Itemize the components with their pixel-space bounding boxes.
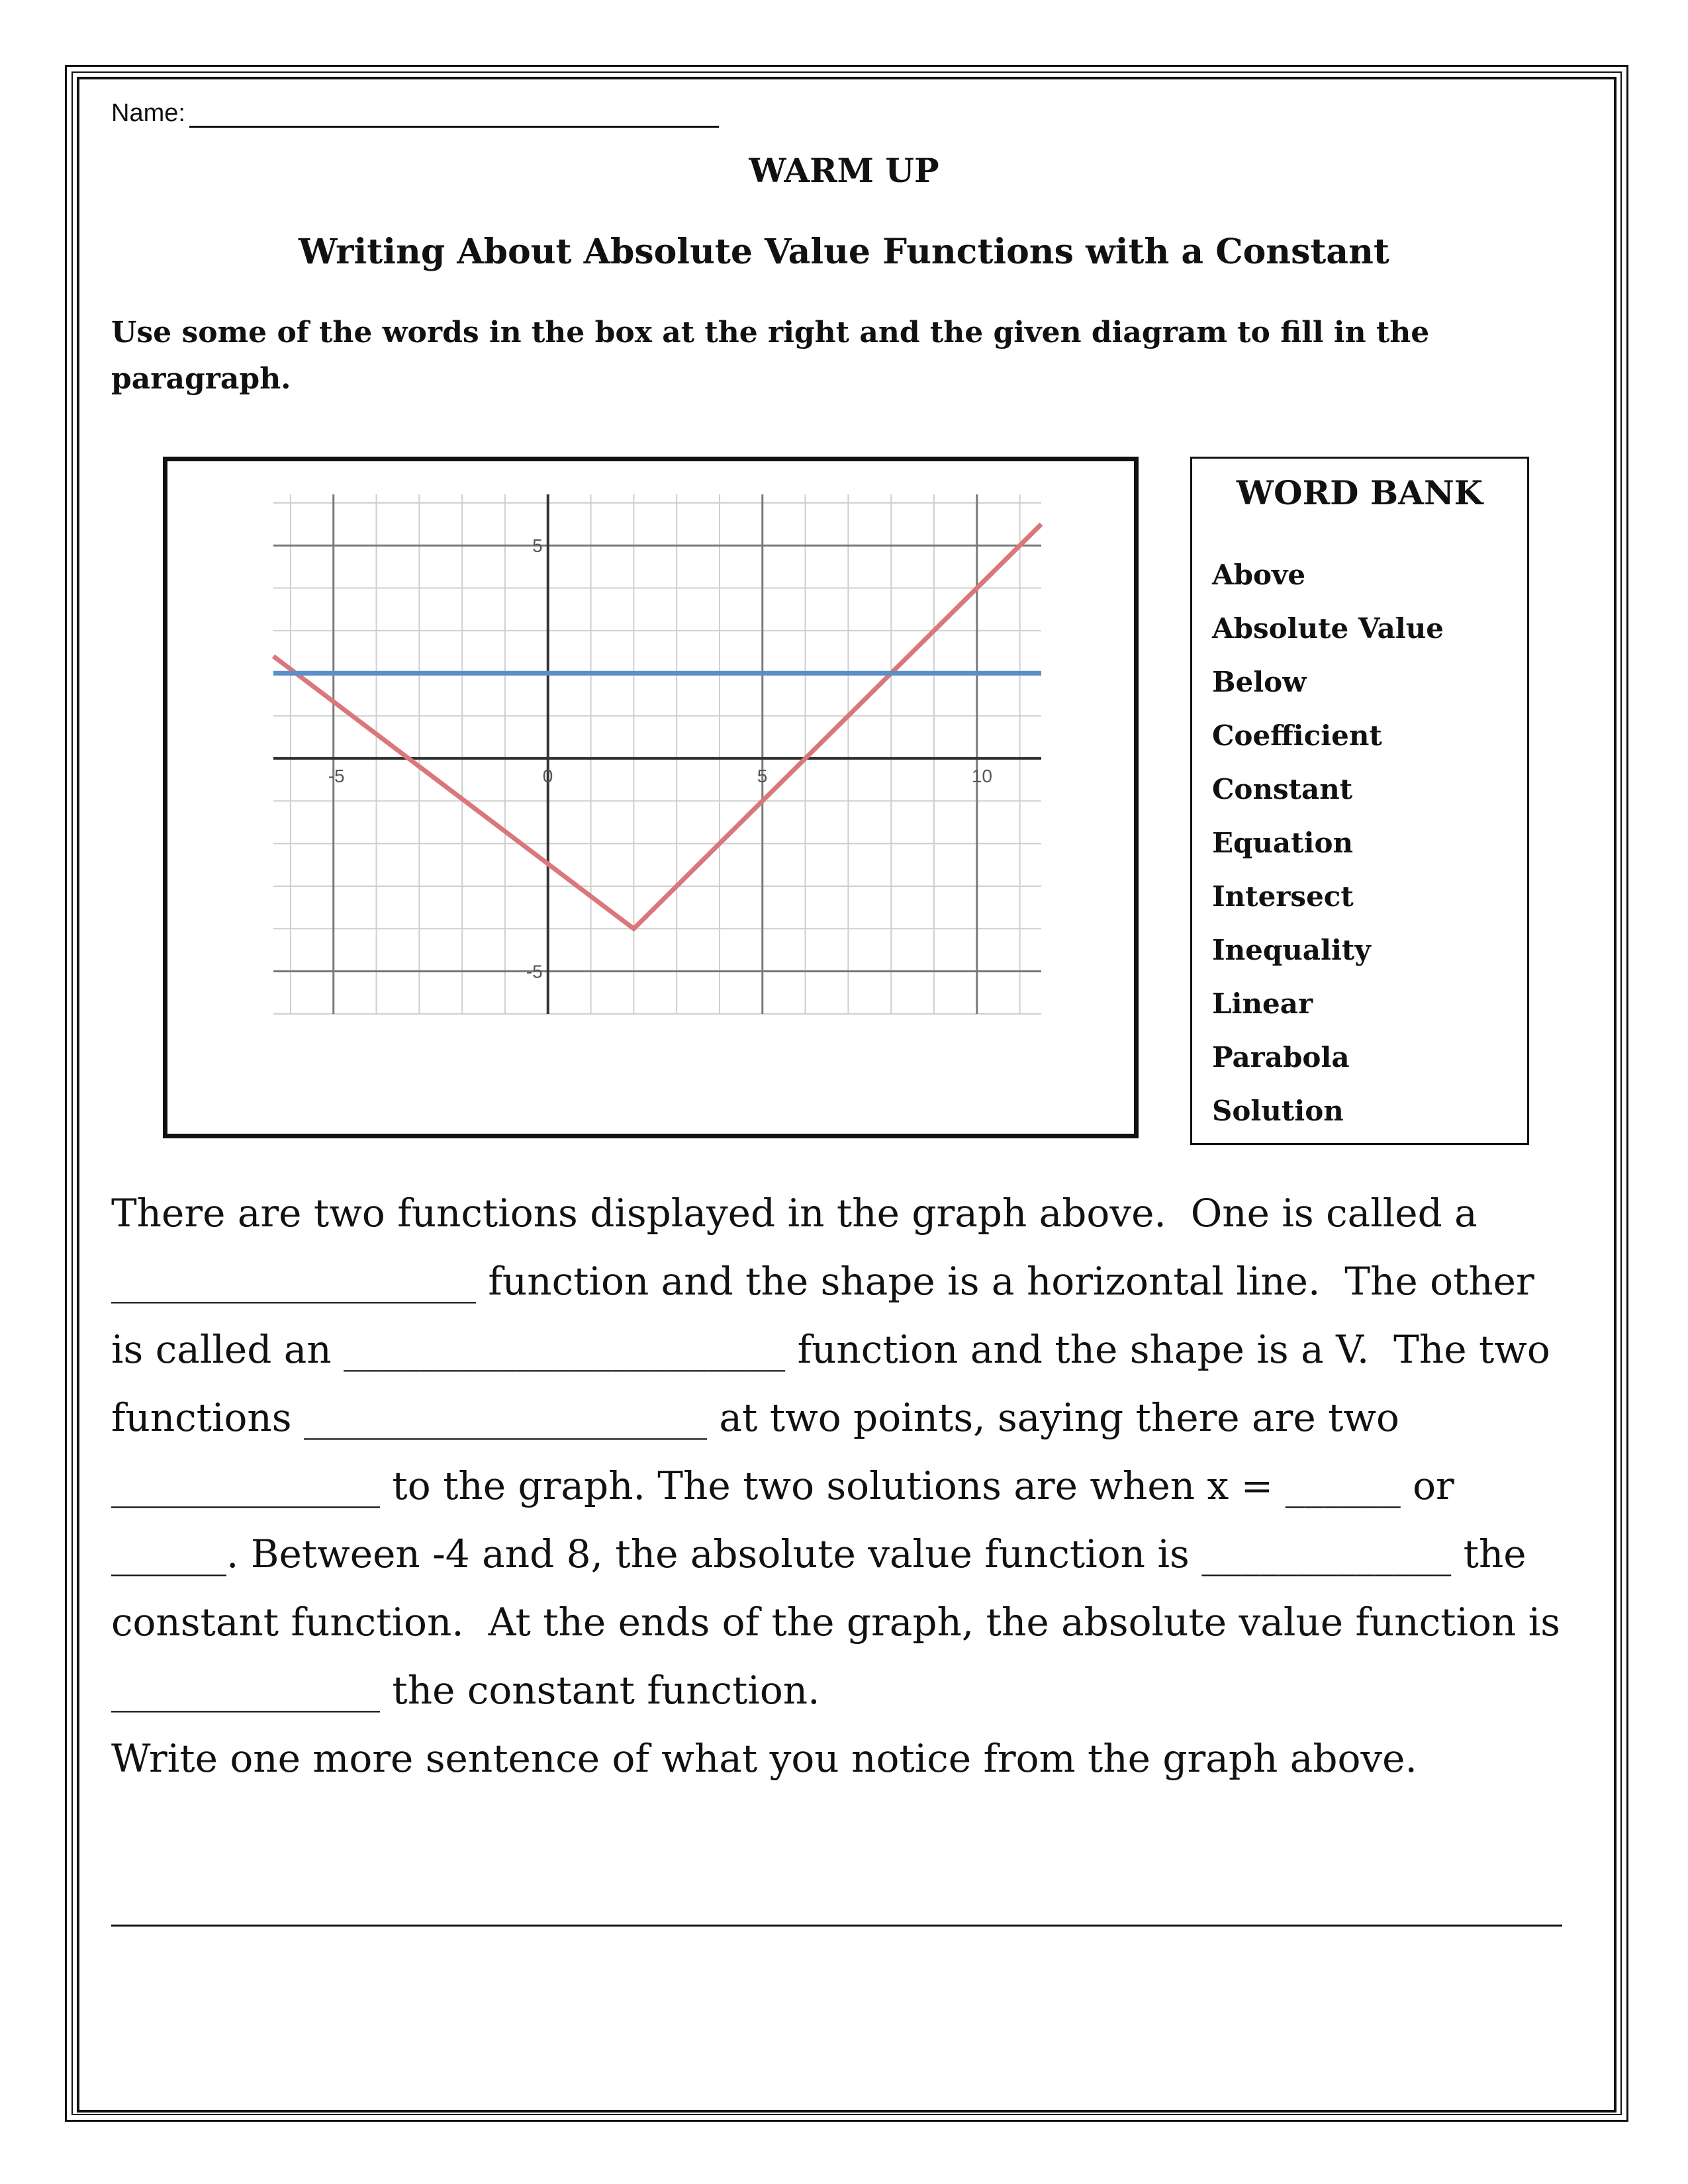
name-label: Name: xyxy=(111,99,185,127)
word-bank-item: Above xyxy=(1212,559,1306,591)
paragraph-line: ______________ the constant function. xyxy=(111,1668,820,1713)
fill-in-paragraph xyxy=(111,1179,1568,1793)
paragraph-line: ___________________ function and the shape is a horizontal line. The other xyxy=(111,1259,1534,1304)
word-bank-item: Below xyxy=(1212,666,1307,698)
word-bank-list xyxy=(1212,559,1527,1148)
x-tick-label: 0 xyxy=(542,765,553,786)
word-bank xyxy=(1190,457,1529,1145)
x-tick-label: -5 xyxy=(328,765,345,786)
word-bank-item: Constant xyxy=(1212,773,1353,805)
name-field xyxy=(111,99,719,128)
word-bank-item: Parabola xyxy=(1212,1041,1350,1073)
name-blank[interactable] xyxy=(189,99,719,128)
graph-box xyxy=(163,457,1139,1138)
y-tick-label: 5 xyxy=(532,535,543,557)
x-tick-label: 10 xyxy=(971,765,992,786)
y-tick-label: -5 xyxy=(526,961,543,982)
word-bank-item: Solution xyxy=(1212,1095,1344,1127)
paragraph-line: constant function. At the ends of the graph, the absolute value function is xyxy=(111,1600,1561,1645)
paragraph-line: There are two functions displayed in the graph above. One is called a xyxy=(111,1191,1477,1236)
word-bank-item: Equation xyxy=(1212,827,1354,859)
word-bank-item: Linear xyxy=(1212,987,1313,1020)
absolute-value-graph xyxy=(167,461,1134,1134)
paragraph-line: ______________ to the graph. The two solutions are when x = ______ or xyxy=(111,1463,1454,1508)
paragraph-line: is called an _______________________ function and the shape is a V. The two xyxy=(111,1327,1550,1372)
x-tick-label: 5 xyxy=(757,765,768,786)
word-bank-item: Absolute Value xyxy=(1212,612,1444,645)
word-bank-item: Intersect xyxy=(1212,880,1354,913)
writing-prompt: Write one more sentence of what you notice from the graph above. xyxy=(111,1736,1417,1781)
paragraph-line: functions _____________________ at two points, saying there are two xyxy=(111,1395,1399,1440)
absolute-value-line xyxy=(273,524,1041,929)
worksheet-title: Writing About Absolute Value Functions with a Constant xyxy=(299,232,1389,272)
warm-up-heading: WARM UP xyxy=(749,151,939,190)
word-bank-title: WORD BANK xyxy=(1236,473,1483,512)
instructions: Use some of the words in the box at the right and the given diagram to fill in the paragraph. xyxy=(111,316,1430,396)
word-bank-item: Inequality xyxy=(1212,934,1371,966)
word-bank-item: Coefficient xyxy=(1212,719,1382,752)
answer-line[interactable] xyxy=(111,1925,1562,1927)
paragraph-line: ______. Between -4 and 8, the absolute value function is _____________ the xyxy=(111,1531,1526,1576)
